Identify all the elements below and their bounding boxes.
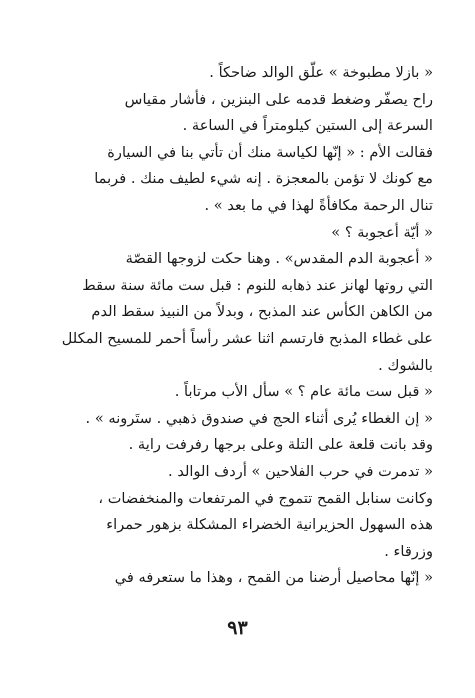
text-line: من الكاهن الكأس عند المذبح ، وبدلاً من النبيذ سقط الدم <box>91 303 433 321</box>
text-line: « أيّة أعجوبة ؟ » <box>331 223 433 241</box>
text-line: « إن الغطاء يُرى أثناء الحج في صندوق ذهبي . ستَرونه » . <box>85 409 433 427</box>
text-line: راح يصفّر وضغط قدمه على البنزين ، فأشار مقياس <box>124 90 433 108</box>
text-line: تنال الرحمة مكافأةً لهذا في ما بعد » . <box>204 196 433 214</box>
text-line: السرعة إلى الستين كيلومتراً في الساعة . <box>182 117 433 135</box>
body-text <box>40 60 433 592</box>
text-line: « إنّها محاصيل أرضنا من القمح ، وهذا ما ستعرفه في <box>114 569 433 587</box>
text-line: بالشوك . <box>378 356 433 374</box>
text-line: وزرقاء . <box>384 542 433 560</box>
text-line: التي روتها لهانز عند ذهابه للنوم : قبل ست مائة سنة سقط <box>82 276 433 294</box>
text-line: « أعجوبة الدم المقدس» . وهنا حكت لزوجها القصّة <box>125 250 433 268</box>
text-line: « بازلا مطبوخة » علّق الوالد ضاحكاً . <box>209 64 433 81</box>
text-line: فقالت الأم : « إنّها لكياسة منك أن تأتي بنا في السيارة <box>107 143 433 161</box>
page-number: ٩٣ <box>227 617 248 639</box>
text-line: وكانت سنابل القمح تتموج في المرتفعات والمنخفضات ، <box>98 489 433 507</box>
text-line: مع كونك لا تؤمن بالمعجزة . إنه شيء لطيف منك . فربما <box>94 170 433 188</box>
text-line: وقد بانت قلعة على التلة وعلى برجها رفرفت راية . <box>128 436 433 454</box>
text-line: على غطاء المذبح فارتسم اثنا عشر رأساً أحمر للمسيح المكلل <box>61 329 433 347</box>
text-line: « قبل ست مائة عام ؟ » سأل الأب مرتاباً . <box>174 383 433 401</box>
text-line: « تدمرت في حرب الفلاحين » أردف الوالد . <box>168 462 433 480</box>
text-line: هذه السهول الحزيرانية الخضراء المشكلة بزهور حمراء <box>106 516 433 534</box>
